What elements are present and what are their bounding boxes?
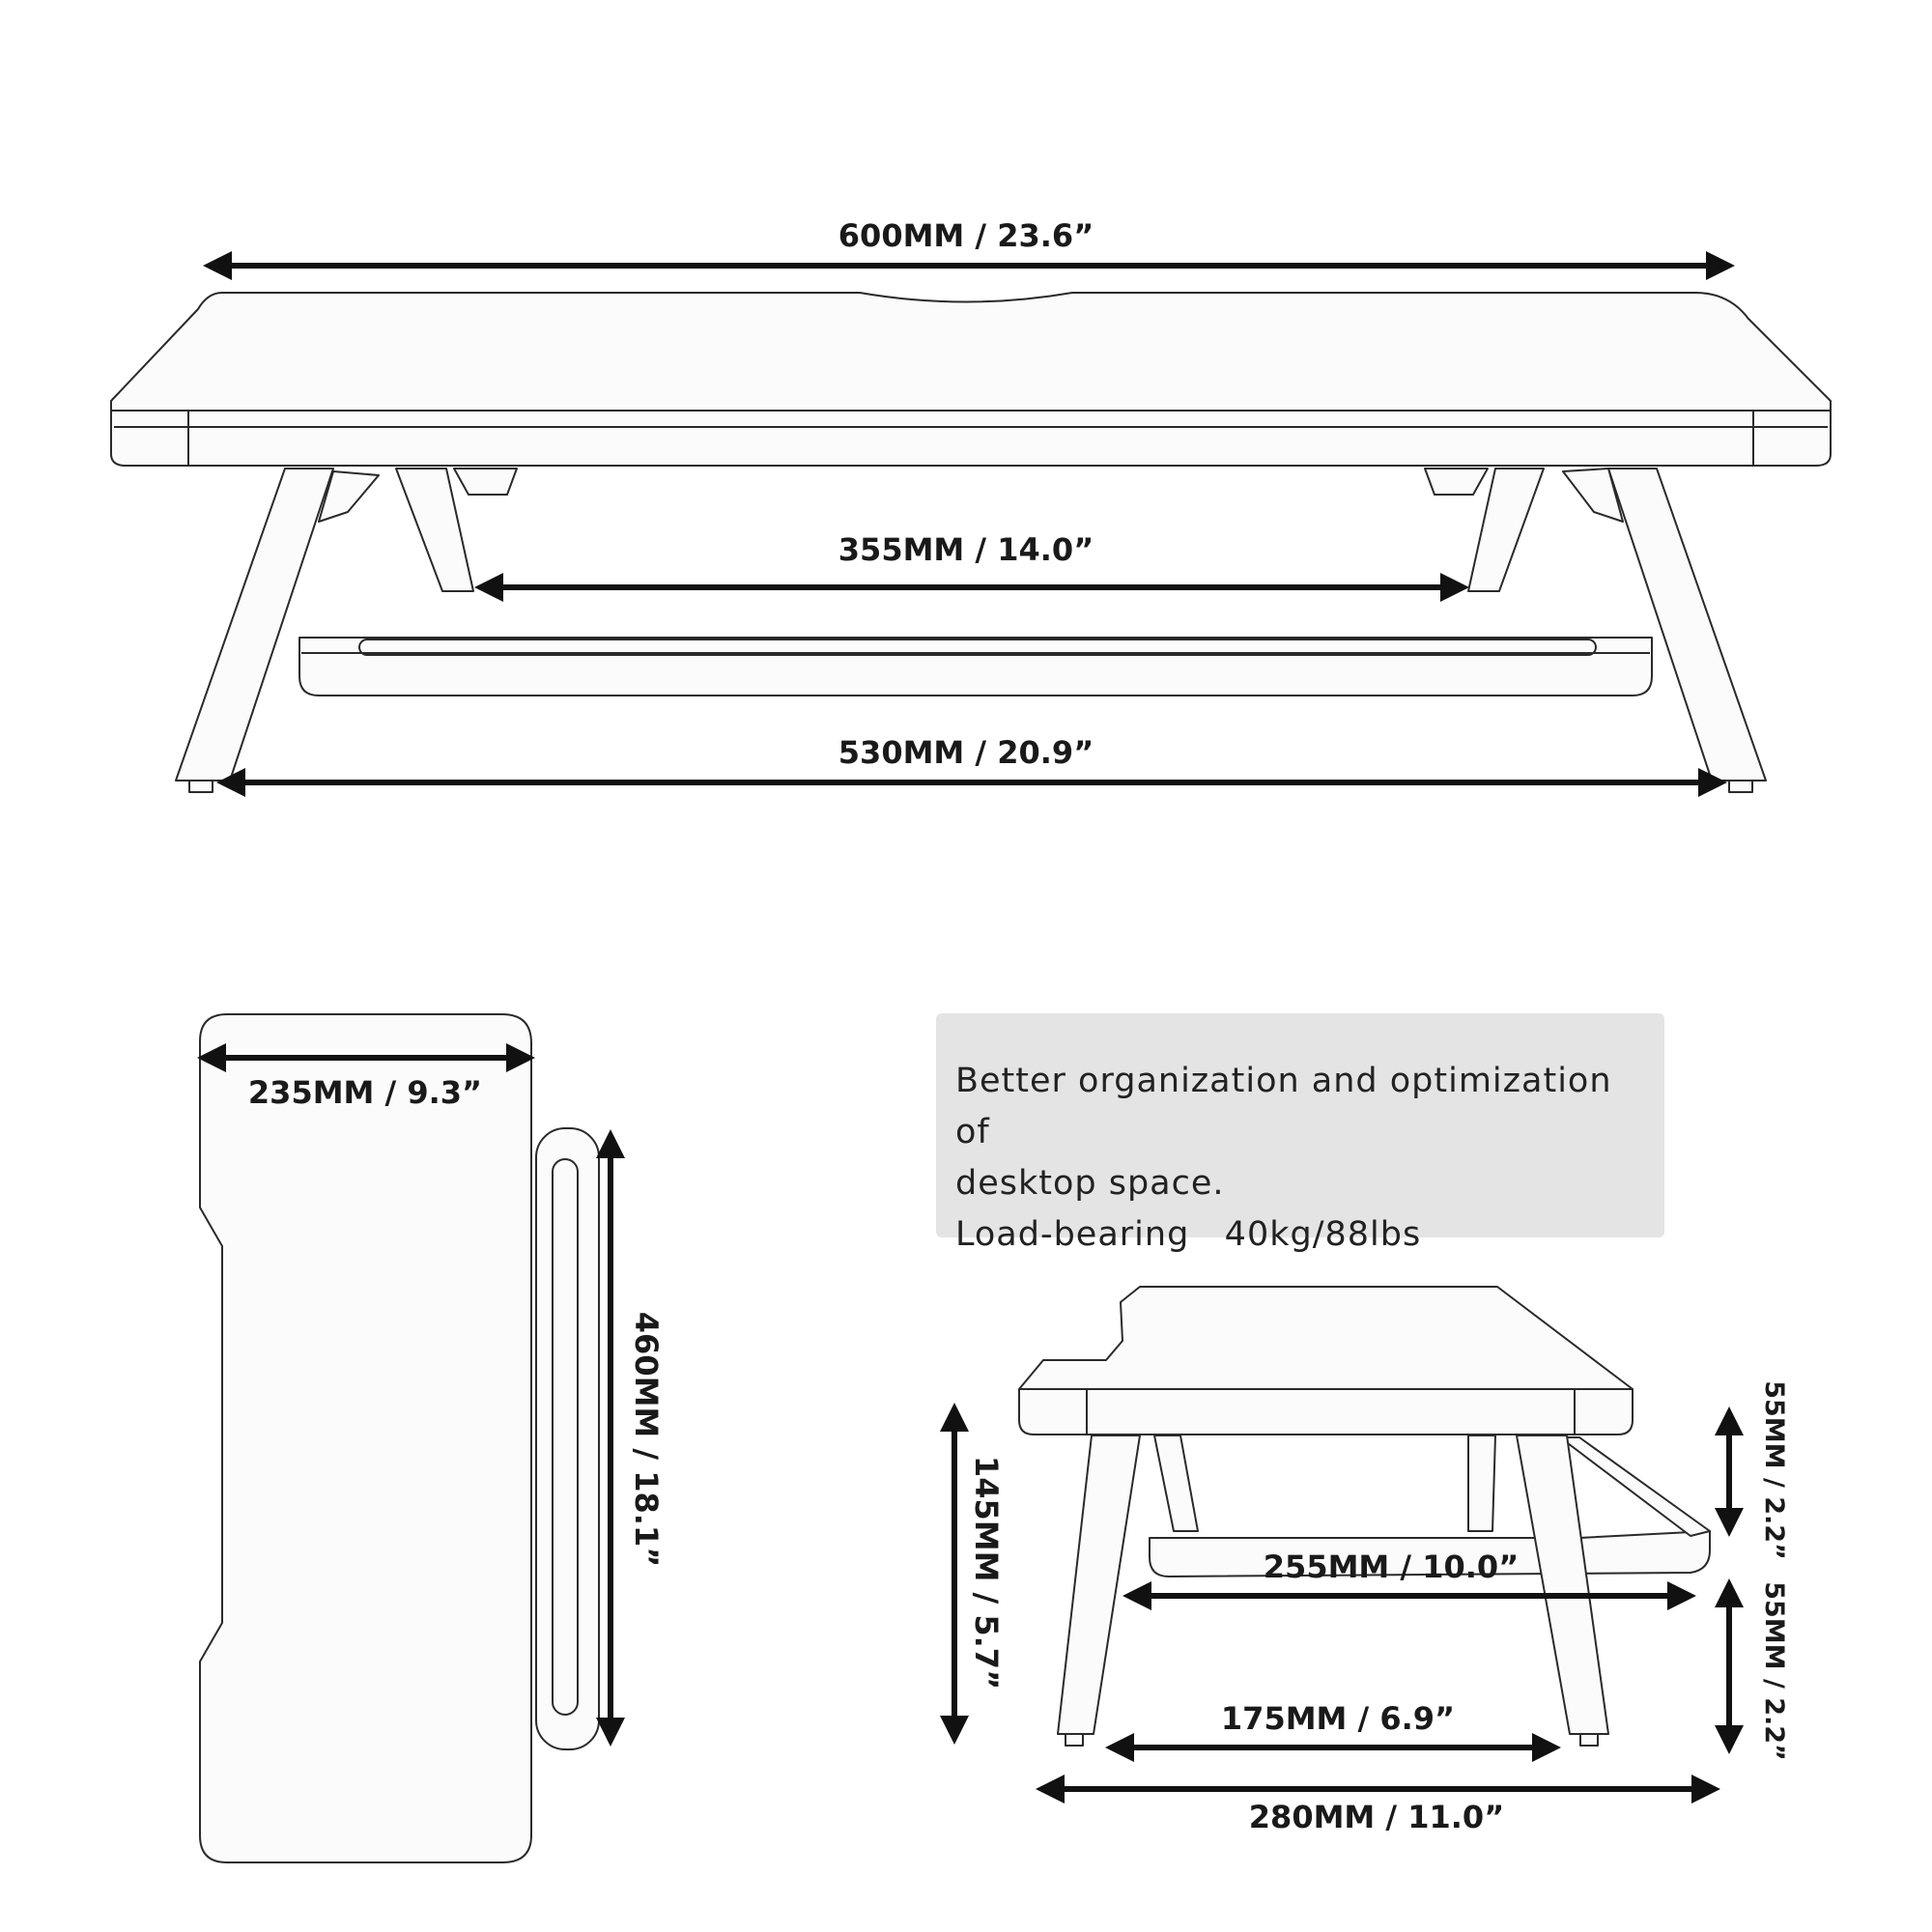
label-lower-clearance: 55MM / 2.2” (1759, 1581, 1789, 1761)
label-foot-span: 530MM / 20.9” (838, 734, 1094, 771)
front-desktop-top (111, 293, 1831, 411)
label-inner-leg-span: 355MM / 14.0” (838, 531, 1094, 568)
front-left-leg (176, 469, 333, 781)
top-view-drawing (200, 1014, 599, 1862)
note-line-1: Better organization and optimization of (955, 1062, 1612, 1151)
side-desktop-edge (1019, 1389, 1633, 1435)
front-lower-shelf (299, 638, 1652, 696)
label-top-width: 600MM / 23.6” (838, 217, 1094, 254)
top-view-desktop (200, 1014, 531, 1862)
label-top-depth: 235MM / 9.3” (247, 1074, 483, 1111)
front-desktop-edge (111, 411, 1831, 466)
side-back-right-leg (1468, 1435, 1495, 1531)
front-right-leg (1608, 469, 1766, 781)
label-total-depth: 280MM / 11.0” (1248, 1799, 1505, 1835)
front-left-inner-leg (396, 469, 473, 591)
side-back-left-leg (1154, 1435, 1198, 1531)
side-front-left-leg (1058, 1435, 1140, 1734)
top-view-shelf (536, 1128, 599, 1749)
label-upper-clearance: 55MM / 2.2” (1759, 1380, 1789, 1560)
note-line-2: desktop space. (955, 1164, 1225, 1203)
side-desktop-top (1019, 1287, 1633, 1389)
label-height: 145MM / 5.7” (968, 1455, 1005, 1690)
side-view-drawing (1019, 1287, 1710, 1746)
label-shelf-depth: 255MM / 10.0” (1263, 1548, 1520, 1585)
side-front-right-leg (1517, 1435, 1608, 1734)
note-line-3: Load-bearing 40kg/88lbs (955, 1215, 1422, 1254)
label-inner-foot-span: 175MM / 6.9” (1220, 1700, 1456, 1737)
feature-note-box (936, 1013, 1664, 1254)
front-right-inner-leg (1468, 469, 1544, 591)
label-shelf-length: 460MM / 18.1” (628, 1311, 665, 1568)
